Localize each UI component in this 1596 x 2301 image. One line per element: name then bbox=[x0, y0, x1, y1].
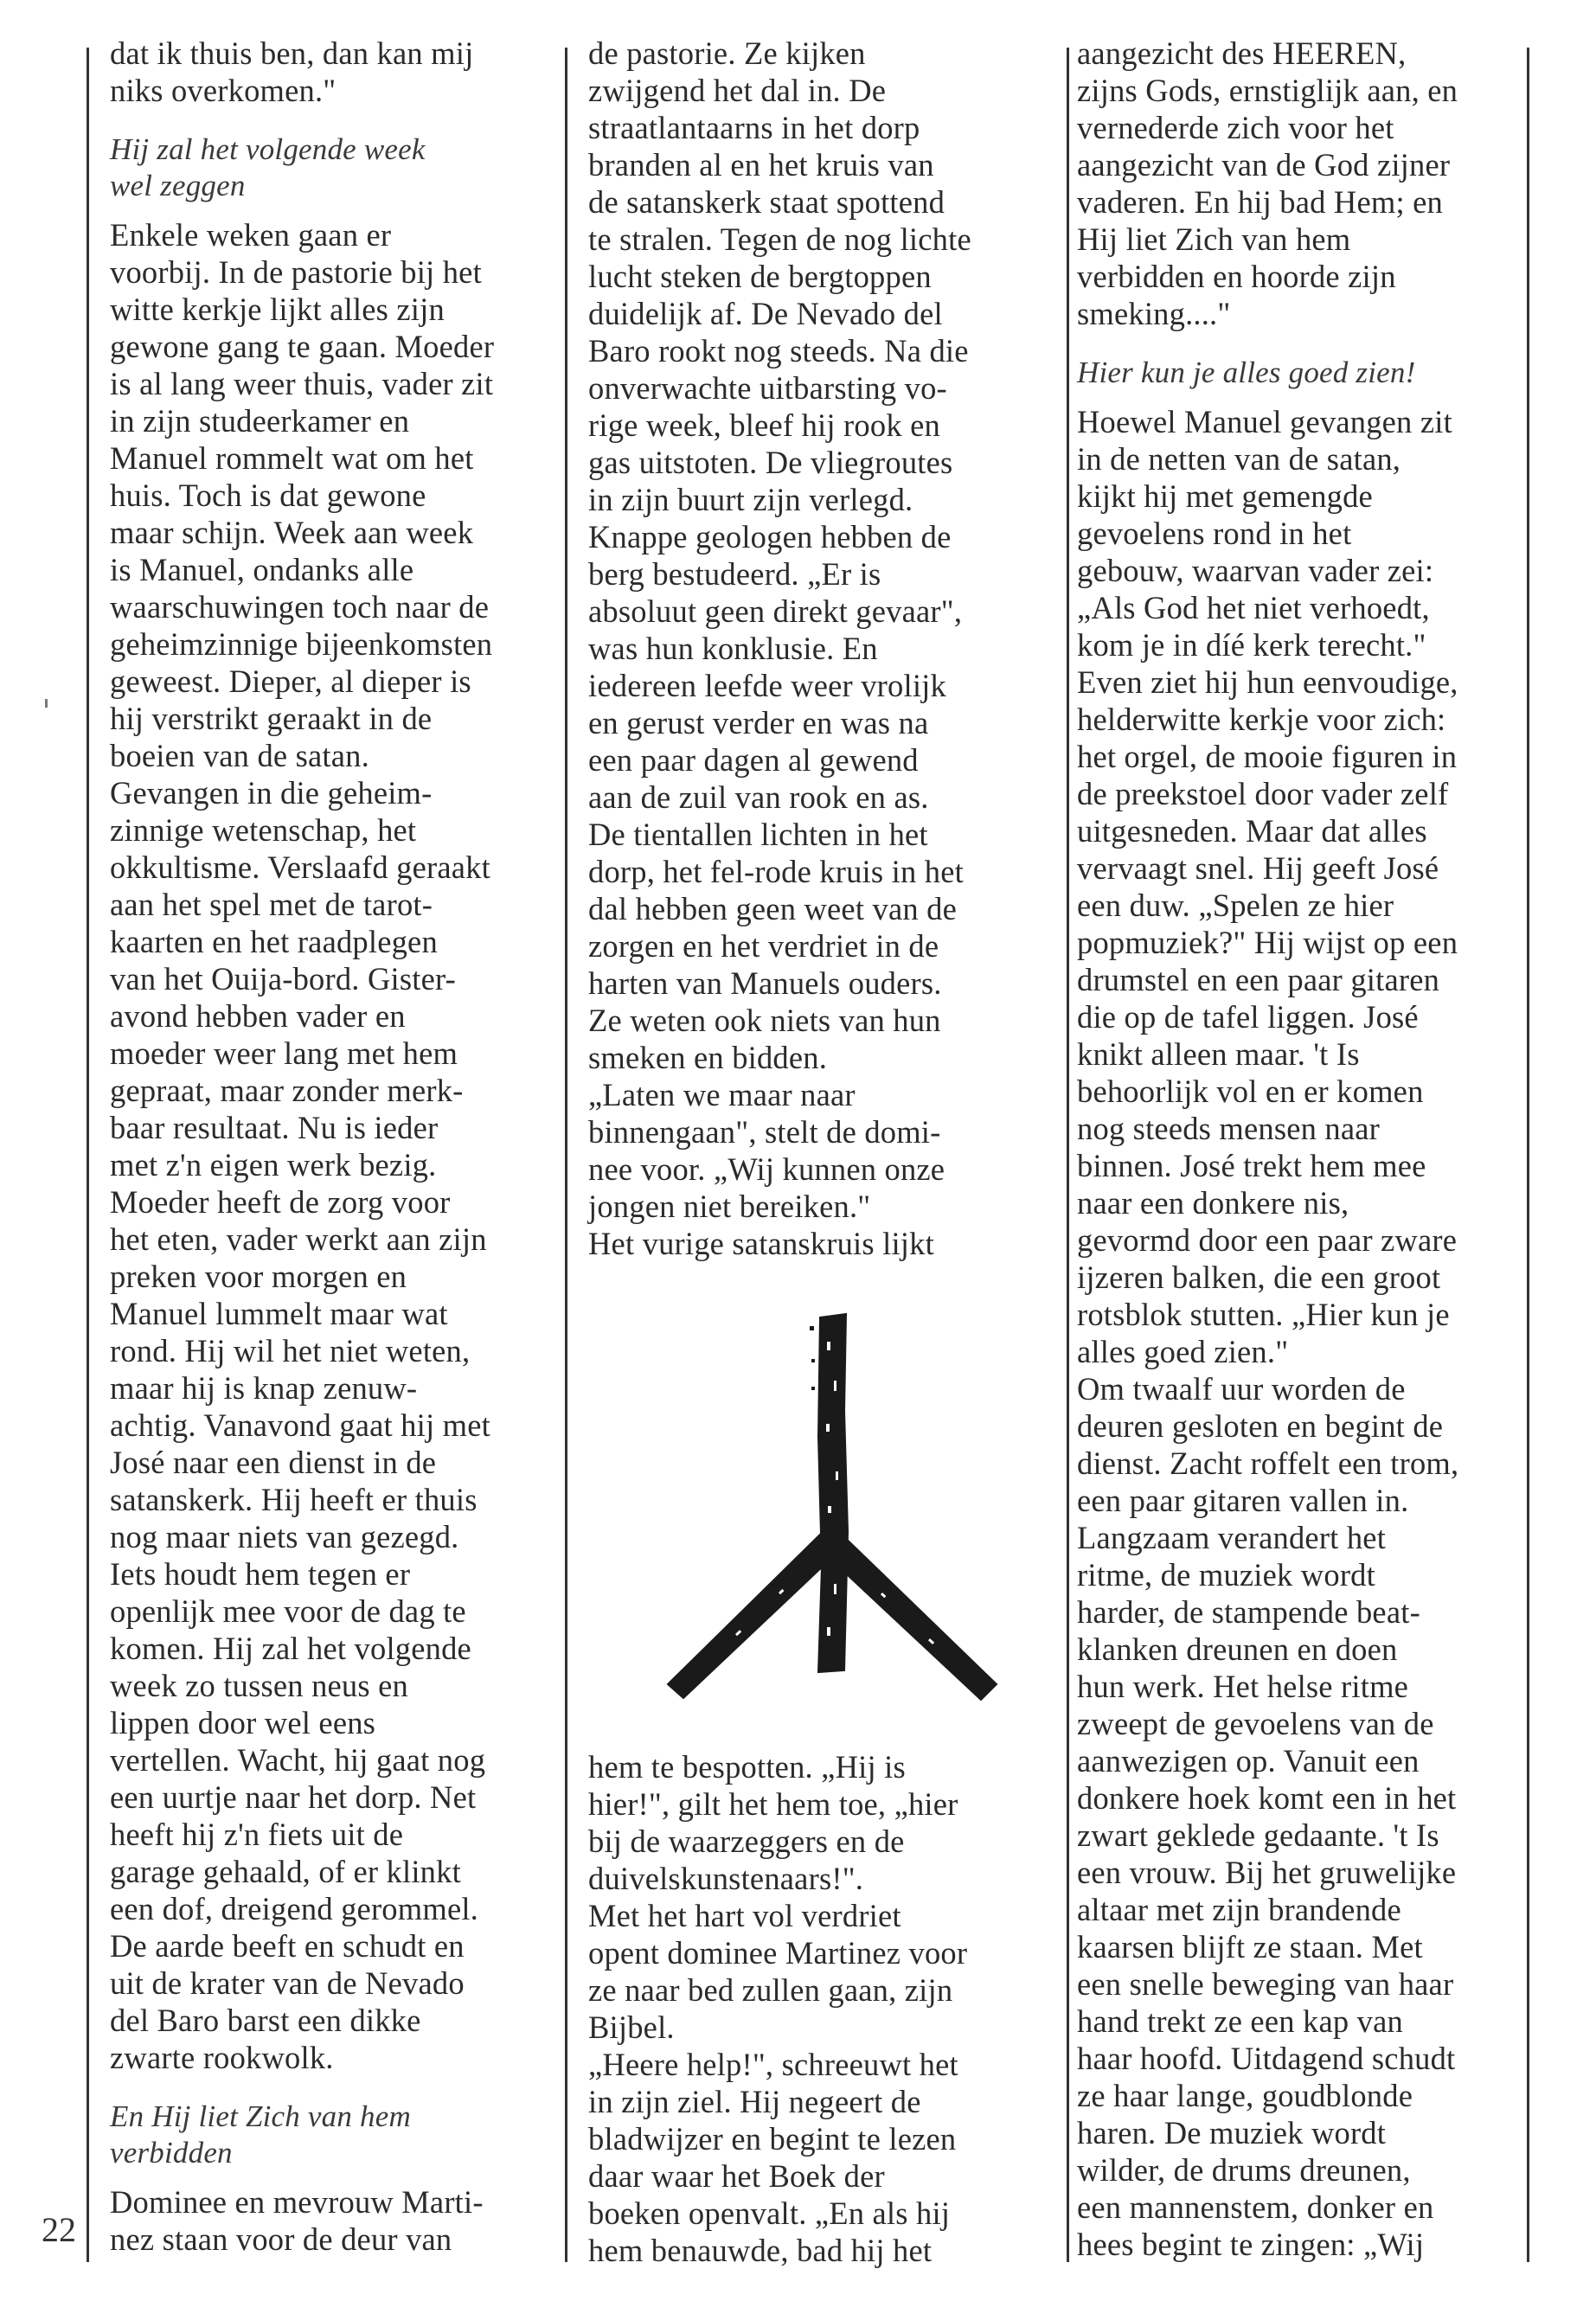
section-heading-volgende-week: Hij zal het volgende week wel zeggen bbox=[110, 132, 426, 202]
text-column-3 bbox=[1077, 35, 1522, 2263]
column3-body-2: Hoewel Manuel gevangen zit in de netten van de satan, kijkt hij met gemengde gevoelens rond in het gebouw, waarvan vader zei: „Als God het niet verhoedt, kom je in díé kerk terecht." Even ziet hij hun eenvoudige, helderwitte kerkje voor zich: het orgel, de mooie figuren in de preekstoel door vader zelf uitgesneden. Maar dat alles vervaagt snel. Hij geeft José een duw. „Spelen ze hier popmuziek?" Hij wijst op een drumstel en een paar gitaren die op de tafel liggen. José knikt alleen maar. 't Is behoorlijk vol en er komen nog steeds mensen naar binnen. José trekt hem mee naar een donkere nis, gevormd door een paar zware ijzeren balken, die een groot rotsblok stutten. „Hier kun je alles goed zien." Om twaalf uur worden de deuren gesloten en begint de dienst. Zacht roffelt een trom, een paar gitaren vallen in. Langzaam verandert het ritme, de muziek wordt harder, de stampende beat- klanken dreunen en doen hun werk. Het helse ritme zweept de gevoelens van de aanwezigen op. Vanuit een donkere hoek komt een in het zwart geklede gedaante. 't Is een vrouw. Bij het gruwelijke altaar met zijn brandende kaarsen blijft ze staan. Met een snelle beweging van haar hand trekt ze een kap van haar hoofd. Uitdagend schudt ze haar lange, goudblonde haren. De muziek wordt wilder, de drums dreunen, een mannenstem, donker en hees begint te zingen: „Wij bbox=[1077, 404, 1459, 2262]
column1-intro: dat ik thuis ben, dan kan mij niks overkomen." bbox=[110, 35, 474, 108]
inverted-broken-cross-icon bbox=[649, 1307, 1012, 1714]
cross-left-arm bbox=[668, 1528, 841, 1698]
stray-print-mark bbox=[45, 699, 48, 708]
column-divider-middle-left bbox=[565, 48, 567, 2262]
section-heading-alles-goed-zien: Hier kun je alles goed zien! bbox=[1077, 356, 1416, 389]
column2-body-2: hem te bespotten. „Hij is hier!", gilt het hem toe, „hier bij de waarzeggers en de duivelskunstenaars!". Met het hart vol verdriet opent dominee Martinez voor ze naar bed zullen gaan, zijn Bijbel. „Heere help!", schreeuwt het in zijn ziel. Hij negeert de bladwijzer en begint te lezen daar waar het Boek der boeken openvalt. „En als hij hem benauwde, bad hij het bbox=[588, 1749, 968, 2268]
text-column-2 bbox=[588, 35, 1060, 2269]
section-heading-verbidden: En Hij liet Zich van hem verbidden bbox=[110, 2099, 411, 2170]
illustration bbox=[588, 1307, 1060, 1722]
column1-body-2: Dominee en mevrouw Marti- nez staan voor de deur van bbox=[110, 2184, 484, 2257]
column-divider-middle-right bbox=[1067, 48, 1069, 2262]
column-divider-left bbox=[87, 48, 89, 2262]
column3-body-1: aangezicht des HEEREN, zijns Gods, ernstiglijk aan, en vernederde zich voor het aangezicht van de God zijner vaderen. En hij bad Hem; en Hij liet Zich van hem verbidden en hoorde zijn smeking...." bbox=[1077, 35, 1458, 331]
column2-body-1: de pastorie. Ze kijken zwijgend het dal in. De straatlantaarns in het dorp branden al en het kruis van de satanskerk staat spottend te stralen. Tegen de nog lichte lucht steken de bergtoppen duidelijk af. De Nevado del Baro rookt nog steeds. Na die onverwachte uitbarsting vo- rige week, bleef hij rook en gas uitstoten. De vliegroutes in zijn buurt zijn verlegd. Knappe geologen hebben de berg bestudeerd. „Er is absoluut geen direkt gevaar", was hun konklusie. En iedereen leefde weer vrolijk en gerust verder en was na een paar dagen al gewend aan de zuil van rook en as. De tientallen lichten in het dorp, het fel-rode kruis in het dal hebben geen weet van de zorgen en het verdriet in de harten van Manuels ouders. Ze weten ook niets van hun smeken en bidden. „Laten we maar naar binnengaan", stelt de domi- nee voor. „Wij kunnen onze jongen niet bereiken." Het vurige satanskruis lijkt bbox=[588, 35, 971, 1261]
cross-shaft bbox=[818, 1314, 848, 1672]
cross-right-arm bbox=[822, 1530, 997, 1700]
text-column-1 bbox=[110, 35, 560, 2258]
column1-body-1: Enkele weken gaan er voorbij. In de pastorie bij het witte kerkje lijkt alles zijn gewone gang te gaan. Moeder is al lang weer thuis, vader zit in zijn studeerkamer en Manuel rommelt wat om het huis. Toch is dat gewone maar schijn. Week aan week is Manuel, ondanks alle waarschuwingen toch naar de geheimzinnige bijeenkomsten geweest. Dieper, al dieper is hij verstrikt geraakt in de boeien van de satan. Gevangen in die geheim- zinnige wetenschap, het okkultisme. Verslaafd geraakt aan het spel met de tarot- kaarten en het raadplegen van het Ouija-bord. Gister- avond hebben vader en moeder weer lang met hem gepraat, maar zonder merk- baar resultaat. Nu is ieder met z'n eigen werk bezig. Moeder heeft de zorg voor het eten, vader werkt aan zijn preken voor morgen en Manuel lummelt maar wat rond. Hij wil het niet weten, maar hij is knap zenuw- achtig. Vanavond gaat hij met José naar een dienst in de satanskerk. Hij heeft er thuis nog maar niets van gezegd. Iets houdt hem tegen er openlijk mee voor de dag te komen. Hij zal het volgende week zo tussen neus en lippen door wel eens vertellen. Wacht, hij gaat nog een uurtje naar het dorp. Net heeft hij z'n fiets uit de garage gehaald, of er klinkt een dof, dreigend gerommel. De aarde beeft en schudt en uit de krater van de Nevado del Baro barst een dikke zwarte rookwolk. bbox=[110, 217, 495, 2075]
column-divider-right bbox=[1527, 48, 1529, 2262]
page-number: 22 bbox=[42, 2210, 76, 2249]
